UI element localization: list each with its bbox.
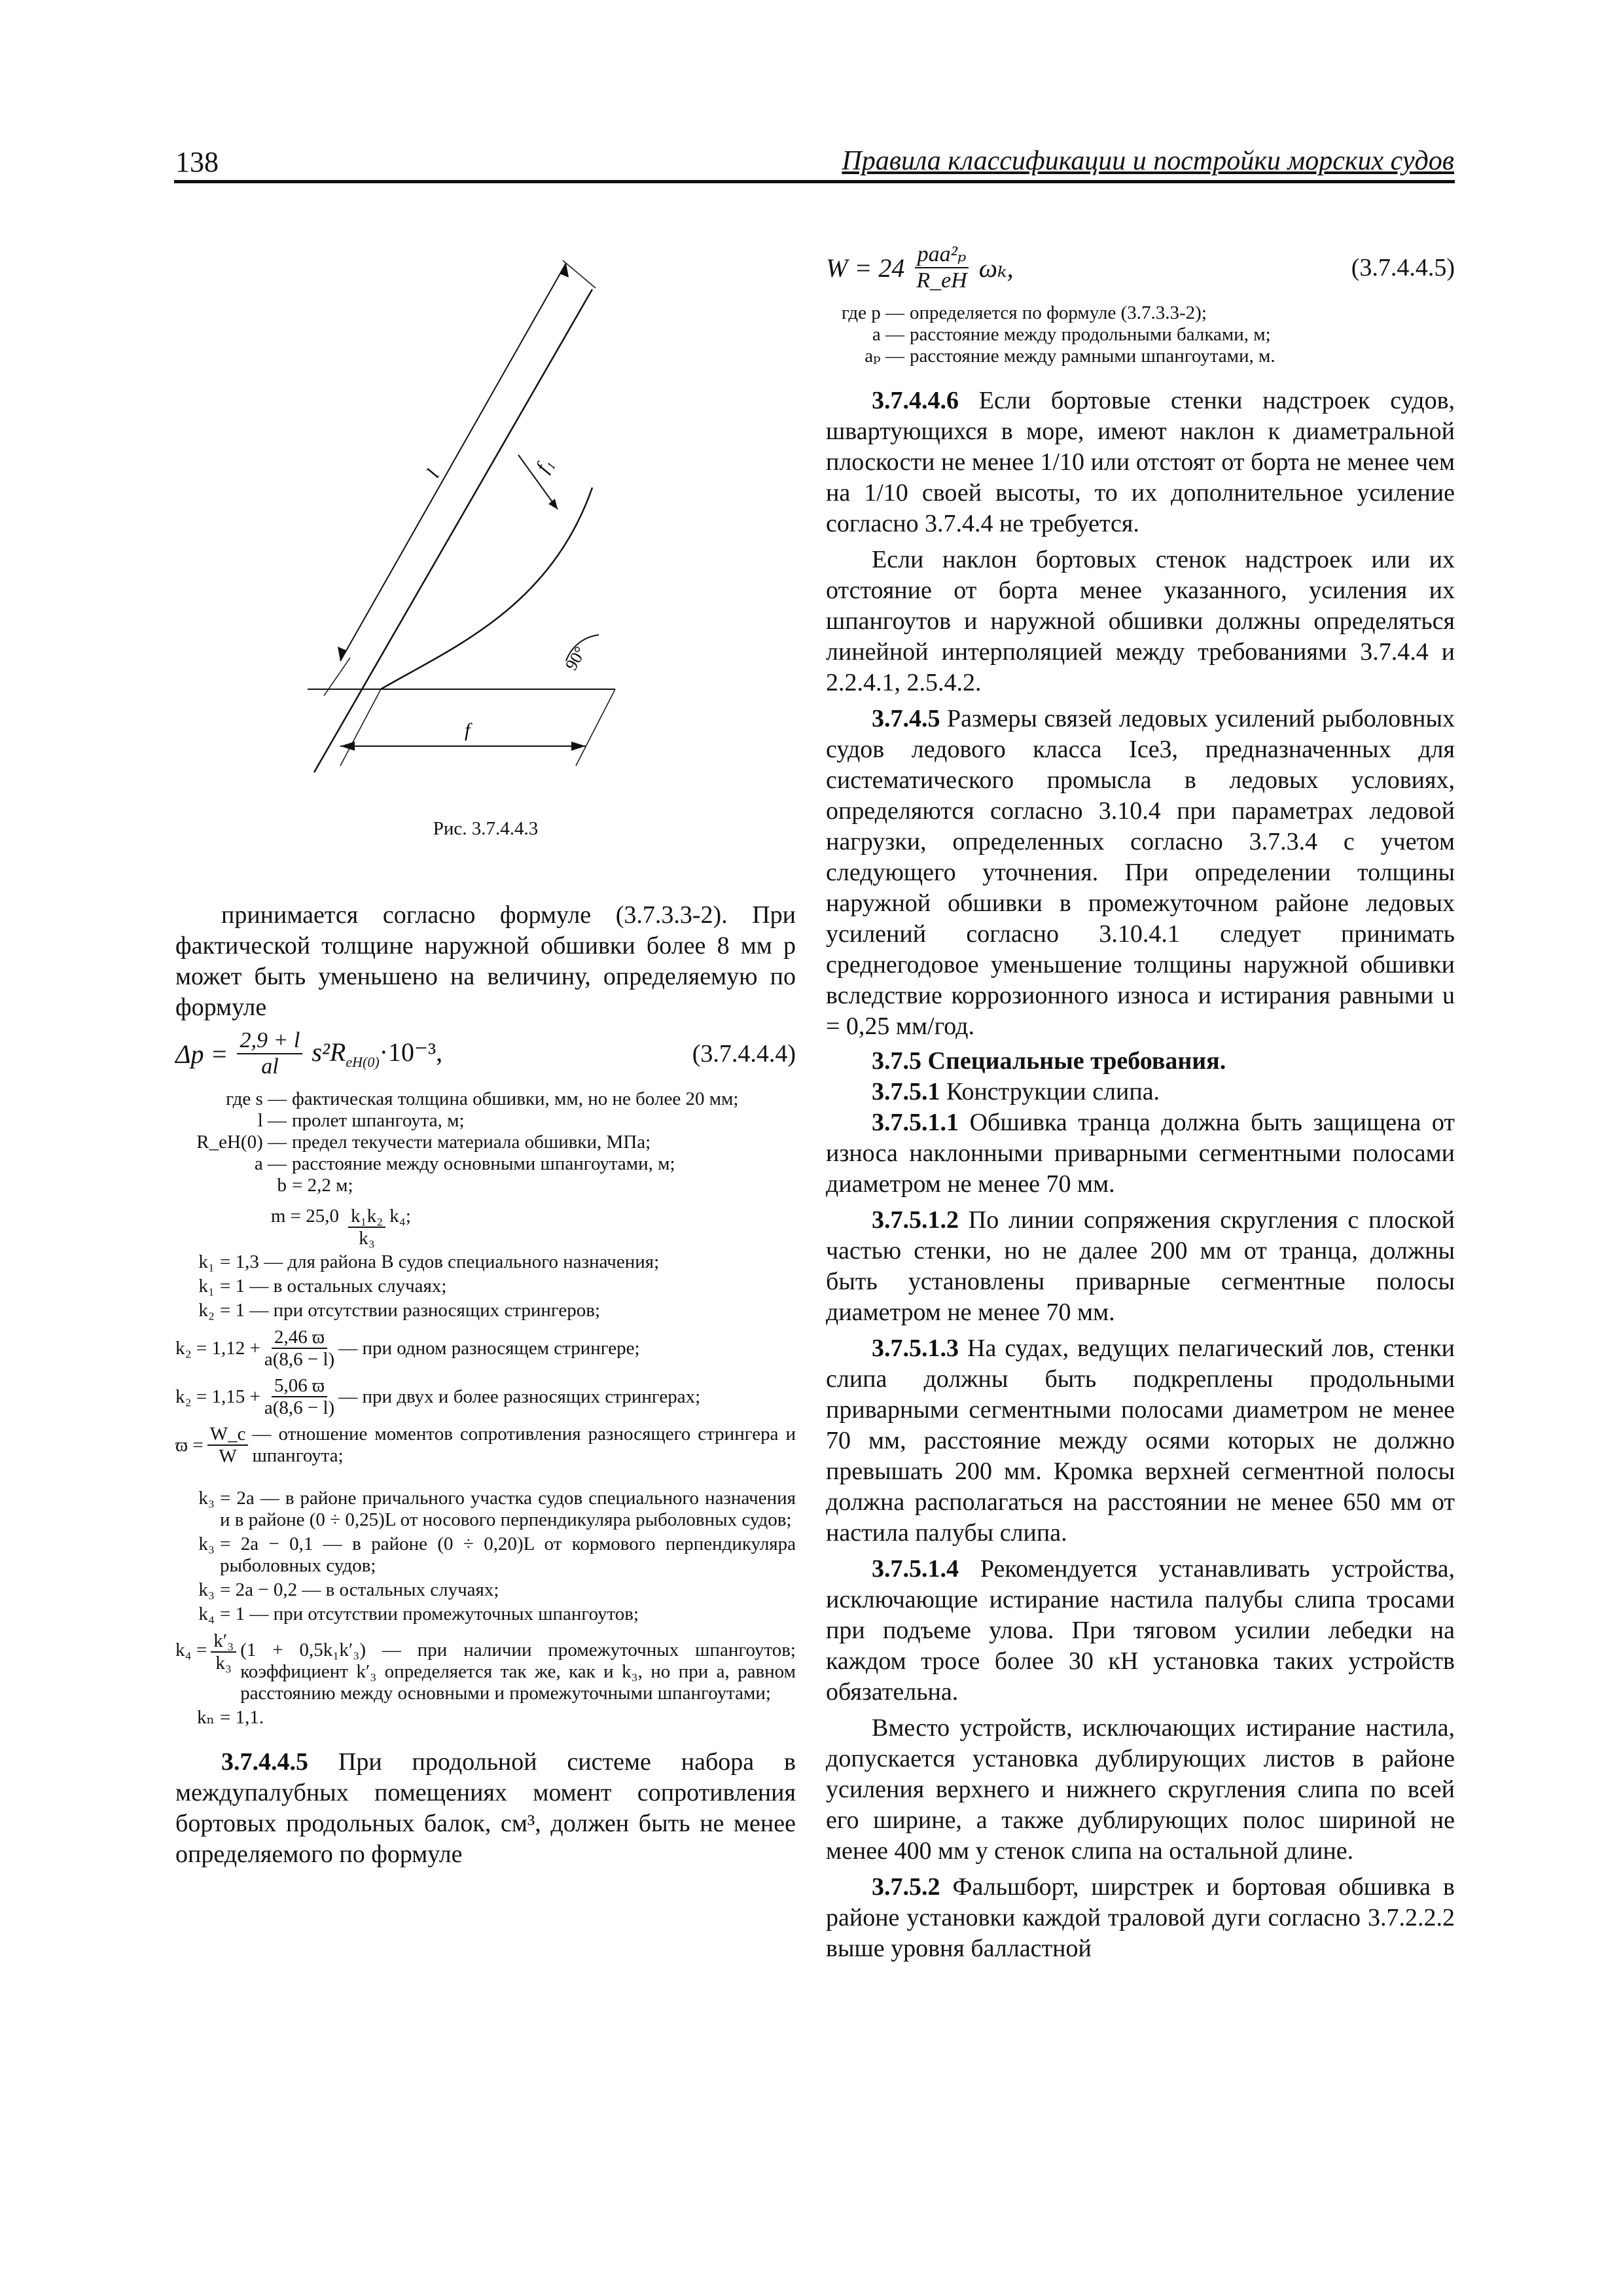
formula-w: W = 24 $\frac{\text{paa²ₚ}}{R\_eH}$ ωₖ, (3.7.4.4.5) xyxy=(826,242,1455,293)
paragraph-3-7-5-1-4: 3.7.5.1.4 Рекомендуется устанавливать устройства, исключающие истирание настила палубы слипа тросами при подъеме улова. При тяговом усилии лебедки на каждом тросе более 30 кН установка таких устройств обязательна. xyxy=(826,1555,1455,1706)
left-column xyxy=(175,900,796,1870)
where-item: a — расстояние между основными шпангоутами, м; xyxy=(254,1153,675,1174)
equation-number: (3.7.4.4.5) xyxy=(1351,254,1455,281)
paragraph: Если наклон бортовых стенок надстроек или их отстояние от борта менее указанного, усиления их шпангоутов и наружной обшивки должны определяться линейной интерполяцией между требованиями 3.7.4.4 и 2.2.4.1, 2.5.4.2. xyxy=(826,546,1455,696)
frame-line xyxy=(314,289,592,772)
paragraph-3-7-5-1-3: 3.7.5.1.3 На судах, ведущих пелагический лов, стенки слипа должны быть подкреплены продольными приварными сегментными полосами диаметром не менее 70 мм, расстояние между осями которых не должно превышать 200 мм. Кромка верхней сегментной полосы должна располагаться на расстоянии не менее 650 мм от настила палубы слипа. xyxy=(826,1335,1455,1547)
section-heading-3-7-5: 3.7.5 Специальные требования. xyxy=(872,1047,1226,1075)
where-item: k₁ = 1,3 — для района В судов специального назначения; xyxy=(198,1251,660,1272)
paragraph: принимается согласно формуле (3.7.3.3-2). При фактической толщине наружной обшивки более 8 мм p может быть уменьшено на величину, определяемую по формуле xyxy=(175,901,796,1021)
header-rule xyxy=(174,180,1455,183)
where-list xyxy=(826,302,1455,367)
m-formula: m = 25,0 k₁k₂ k₃ k₄; xyxy=(270,1206,411,1249)
where-item: k₃ = 2a — в районе причального участка судов специального назначения и в районе (0 ÷ 0,25)L от носового перпендикуляра рыболовных судов; xyxy=(198,1488,796,1530)
label-angle: 90° xyxy=(562,643,590,673)
paragraph-3-7-5-1-1: 3.7.5.1.1 Обшивка транца должна быть защищена от износа наклонными приварными сегментными полосами диаметром не менее 70 мм. xyxy=(826,1109,1455,1198)
paragraph-3-7-5-1-2: 3.7.5.1.2 По линии сопряжения скругления с плоской частью стенки, но не далее 200 мм от транца, должны быть установлены приварные сегментные полосы диаметром не менее 70 мм. xyxy=(826,1206,1455,1326)
formula-delta-p: Δp = $\frac{2,9 + l}{al}$ $s^2R_{eH(0)}\cdot 10^{-3}$, (3.7.4.4.4) xyxy=(175,1028,796,1079)
where-item: k₁ = 1 — в остальных случаях; xyxy=(198,1276,447,1297)
page-number: 138 xyxy=(175,146,219,178)
where-list xyxy=(175,1088,796,1729)
paragraph-3-7-4-4-5: 3.7.4.4.5 При продольной системе набора в междупалубных помещениях момент сопротивления бортовых продольных балок, см³, должен быть не менее определяемого по формуле xyxy=(175,1748,796,1868)
where-item: a — расстояние между продольными балками, м; xyxy=(872,324,1271,345)
k2-one-stringer: k₂ = 1,12 + $\frac{2,46 ϖ}{a(8,6 - l)}$ — при одном разносящем стрингере; xyxy=(175,1327,640,1370)
running-title: Правила классификации и постройки морских судов xyxy=(842,146,1454,176)
figure-caption: Рис. 3.7.4.4.3 xyxy=(433,818,539,839)
paragraph: Вместо устройств, исключающих истирание настила, допускается установка дублирующих листов в районе усиления верхнего и нижнего скругления слипа по всей его ширине, а также дублирующих полос шириной не менее 400 мм у стенок слипа на остальной длине. xyxy=(826,1714,1455,1865)
dimension-line-l xyxy=(340,263,566,661)
figure-diagram xyxy=(288,242,628,798)
where-item: k₂ = 1 — при отсутствии разносящих стрингеров; xyxy=(198,1300,601,1321)
where-item: b = 2,2 м; xyxy=(277,1175,353,1196)
where-item: aₚ — расстояние между рамными шпангоутами, м. xyxy=(865,346,1275,367)
where-item: k₃ = 2a − 0,1 — в районе (0 ÷ 0,20)L от кормового перпендикуляра рыболовных судов; xyxy=(198,1534,796,1576)
where-item: k₃ = 2a − 0,2 — в остальных случаях; xyxy=(198,1579,499,1600)
paragraph-3-7-5-2: 3.7.5.2 Фальшборт, ширстрек и бортовая обшивка в районе установки каждой траловой дуги согласно 3.7.2.2.2 выше уровня балластной xyxy=(826,1873,1455,1962)
label-l: l xyxy=(422,465,444,482)
k4-intermediate: k₄ = $\frac{\text{k′₃}}{\text{k₃}}$ (1 + 0,5k₁k′₃) — при наличии промежуточных шпангоутов; коэффициент k′₃ определяется так же, как и k₃, но при a, равном расстоянию между основными и промежуточными шпангоутами; xyxy=(175,1630,796,1704)
curve xyxy=(381,488,592,689)
label-f1: f₁ xyxy=(531,454,557,476)
paragraph-3-7-4-4-6: 3.7.4.4.6 Если бортовые стенки надстроек судов, швартующихся в море, имеют наклон к диаметральной плоскости не менее 1/10 или отстоят от борта не менее чем на 1/10 своей высоты, то их дополнительное усиление согласно 3.7.4.4 не требуется. xyxy=(826,387,1455,537)
where-item: kₙ = 1,1. xyxy=(196,1707,264,1728)
omega-definition: ϖ = $\frac{W\_c}{W}$ — отношение моментов сопротивления разносящего стрингера и шпангоута; xyxy=(175,1424,796,1467)
right-column xyxy=(826,242,1455,1964)
where-item: где p — определяется по формуле (3.7.3.3-2); xyxy=(841,302,1207,323)
paragraph-3-7-5-1: 3.7.5.1 Конструкции слипа. xyxy=(872,1078,1160,1105)
equation-number: (3.7.4.4.4) xyxy=(692,1040,796,1067)
where-item: k₄ = 1 — при отсутствии промежуточных шпангоутов; xyxy=(198,1604,639,1624)
label-f: f xyxy=(465,719,471,741)
where-item: R_eH(0) — предел текучести материала обшивки, МПа; xyxy=(196,1132,651,1153)
where-item: где s — фактическая толщина обшивки, мм, но не более 20 мм; xyxy=(226,1088,739,1109)
paragraph-3-7-4-5: 3.7.4.5 Размеры связей ледовых усилений рыболовных судов ледового класса Ice3, предназначенных для систематического промысла в ледовых условиях, определяются согласно 3.10.4 при параметрах ледовой нагрузки, определенных согласно 3.7.3.4 с учетом следующего уточнения. При определении толщины наружной обшивки в промежуточном районе ледовых усилений согласно 3.10.4.1 следует принимать среднегодовое уменьшение толщины наружной обшивки вследствие коррозионного износа и истирания равными u = 0,25 мм/год. xyxy=(826,705,1455,1040)
k2-two-stringers: k₂ = 1,15 + $\frac{5,06 ϖ}{a(8,6 - l)}$ — при двух и более разносящих стрингерах; xyxy=(175,1375,701,1418)
where-item: l — пролет шпангоута, м; xyxy=(257,1110,465,1131)
